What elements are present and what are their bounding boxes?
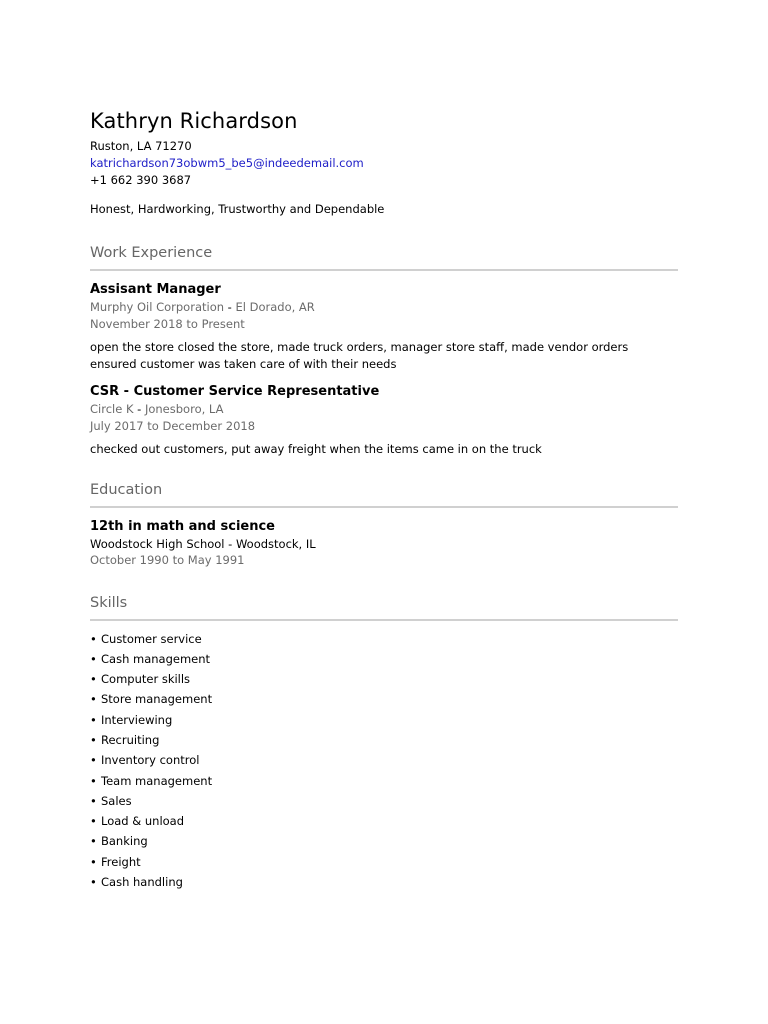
job-entry <box>90 281 678 372</box>
skills-list <box>90 629 678 893</box>
skill-item <box>90 669 678 689</box>
skill-item <box>90 649 678 669</box>
bullet-icon: • <box>90 651 97 666</box>
skill-item <box>90 771 678 791</box>
skill-label: Sales <box>101 793 132 808</box>
bullet-icon: • <box>90 834 97 849</box>
skills-heading: Skills <box>90 593 678 621</box>
education-dates: October 1990 to May 1991 <box>90 553 245 567</box>
skill-item <box>90 852 678 872</box>
education-school: Woodstock High School - Woodstock, IL <box>90 536 316 551</box>
skill-label: Store management <box>101 692 213 707</box>
job-company: Circle K <box>90 402 134 416</box>
job-separator: - <box>133 402 145 416</box>
bullet-icon: • <box>90 753 97 768</box>
skill-label: Cash management <box>101 651 211 666</box>
skill-label: Team management <box>101 773 213 788</box>
candidate-name: Kathryn Richardson <box>90 109 298 133</box>
job-dates: July 2017 to December 2018 <box>90 418 256 433</box>
job-separator: - <box>224 300 236 314</box>
bullet-icon: • <box>90 854 97 869</box>
bullet-icon: • <box>90 631 97 646</box>
skill-item <box>90 872 678 892</box>
skill-item <box>90 710 678 730</box>
job-description: open the store closed the store, made truck orders, manager store staff, made vendor orders ensured customer was taken care of with their needs <box>90 340 629 371</box>
skill-item <box>90 791 678 811</box>
location-text: Ruston, LA 71270 <box>90 139 192 153</box>
skill-item <box>90 831 678 851</box>
skill-item <box>90 730 678 750</box>
email-link[interactable]: katrichardson73obwm5_be5@indeedemail.com <box>90 156 364 170</box>
email-line <box>90 155 678 172</box>
education-degree: 12th in math and science <box>90 518 275 534</box>
skill-label: Load & unload <box>101 814 185 829</box>
contact-block <box>90 138 678 189</box>
skill-label: Recruiting <box>101 732 160 747</box>
skill-label: Computer skills <box>101 672 191 687</box>
skill-item <box>90 629 678 649</box>
education-entry <box>90 518 678 569</box>
job-dates: November 2018 to Present <box>90 316 245 331</box>
skill-item <box>90 689 678 709</box>
summary-text: Honest, Hardworking, Trustworthy and Dependable <box>90 202 385 216</box>
bullet-icon: • <box>90 814 97 829</box>
bullet-icon: • <box>90 692 97 707</box>
skill-label: Interviewing <box>101 712 173 727</box>
job-company: Murphy Oil Corporation <box>90 300 225 314</box>
job-description: checked out customers, put away freight when the items came in on the truck <box>90 442 542 456</box>
bullet-icon: • <box>90 793 97 808</box>
bullet-icon: • <box>90 773 97 788</box>
job-location: Jonesboro, LA <box>144 402 224 416</box>
bullet-icon: • <box>90 875 97 890</box>
skill-item <box>90 750 678 770</box>
skill-label: Banking <box>101 834 148 849</box>
job-location: El Dorado, AR <box>235 300 315 314</box>
job-company-line <box>90 299 678 316</box>
job-title: CSR - Customer Service Representative <box>90 384 380 399</box>
bullet-icon: • <box>90 732 97 747</box>
work-experience-heading: Work Experience <box>90 243 678 271</box>
skill-label: Inventory control <box>101 753 200 768</box>
skill-label: Cash handling <box>101 875 183 890</box>
job-title: Assisant Manager <box>90 282 221 297</box>
skill-item <box>90 811 678 831</box>
bullet-icon: • <box>90 672 97 687</box>
bullet-icon: • <box>90 712 97 727</box>
job-entry <box>90 383 678 458</box>
skill-label: Customer service <box>101 631 202 646</box>
education-heading: Education <box>90 480 678 508</box>
job-company-line <box>90 401 678 418</box>
skill-label: Freight <box>101 854 141 869</box>
phone-text: +1 662 390 3687 <box>90 173 192 187</box>
